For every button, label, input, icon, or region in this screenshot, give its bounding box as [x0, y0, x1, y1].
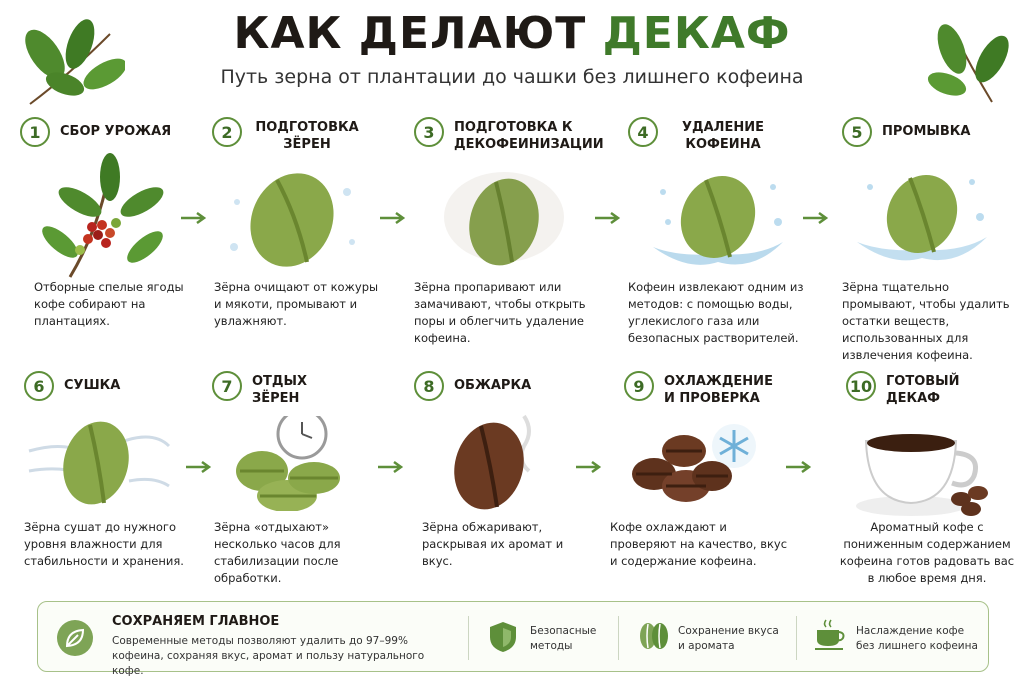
step-title: СБОР УРОЖАЯ [60, 124, 172, 139]
coffee-leaves-left-icon [10, 14, 125, 109]
divider [468, 616, 469, 660]
step-description: Зёрна очищают от кожуры и мякоти, промывают и увлажняют. [214, 280, 379, 328]
step-description: Зёрна сушат до нужного уровня влажности для стабильности и хранения. [24, 520, 184, 568]
step-number: 4 [628, 117, 658, 147]
step-number: 8 [414, 371, 444, 401]
step-number: 2 [212, 117, 242, 147]
arrow-right-icon [595, 212, 623, 224]
step-description: Кофеин извлекают одним из методов: с помощью воды, углекислого газа или безопасных растворителей. [628, 280, 804, 345]
arrow-right-icon [378, 461, 406, 473]
cooled-beans-icon [624, 416, 764, 511]
arrow-right-icon [786, 461, 814, 473]
coffee-cup-small-icon [814, 618, 846, 652]
summary-panel [37, 601, 989, 677]
step-3 [414, 117, 604, 347]
step-number: 1 [20, 117, 50, 147]
step-9 [610, 371, 814, 581]
step-title: ПРОМЫВКА [882, 124, 971, 139]
step-number: 7 [212, 371, 242, 401]
step-10 [839, 371, 1022, 586]
steamed-bean-icon [434, 162, 574, 277]
page-subtitle: Путь зерна от плантации до чашки без лишнего кофеина [220, 66, 804, 88]
roasted-bean-icon [429, 411, 559, 511]
arrow-right-icon [181, 212, 209, 224]
rinsed-bean-icon [852, 162, 992, 277]
shield-icon [488, 620, 518, 654]
step-number: 10 [846, 371, 876, 401]
arrow-right-icon [380, 212, 408, 224]
coffee-beans-icon [638, 620, 668, 652]
green-bean-icon [222, 162, 362, 277]
step-description: Зёрна обжаривают, раскрывая их аромат и вкус. [422, 520, 564, 568]
step-number: 6 [24, 371, 54, 401]
step-title: УДАЛЕНИЕ КОФЕИНА [682, 120, 764, 152]
step-8 [414, 371, 604, 581]
summary-text: Современные методы позволяют удалить до 97–99% кофеина, сохраняя вкус, аромат и пользу натурального кофе. [112, 635, 425, 677]
step-7 [212, 371, 402, 585]
title-accent: ДЕКАФ [602, 8, 791, 59]
step-description: Ароматный кофе с пониженным содержанием кофеина готов радовать вас в любое время дня. [839, 520, 1015, 585]
step-title: ПОДГОТОВКА К ДЕКОФЕИНИЗАЦИИ [454, 120, 604, 152]
feature-safe-methods: Безопасные методы [530, 625, 597, 652]
step-number: 3 [414, 117, 444, 147]
step-description: Зёрна «отдыхают» несколько часов для стабилизации после обработки. [214, 520, 341, 585]
step-title: ГОТОВЫЙ ДЕКАФ [886, 374, 960, 406]
water-splash-bean-icon [648, 162, 788, 277]
coffee-branch-icon [30, 147, 180, 282]
arrow-right-icon [576, 461, 604, 473]
resting-beans-icon [232, 416, 362, 511]
summary-title: СОХРАНЯЕМ ГЛАВНОЕ [112, 614, 280, 629]
step-title: ОБЖАРКА [454, 378, 532, 393]
step-title: ОХЛАЖДЕНИЕ И ПРОВЕРКА [664, 374, 773, 406]
step-description: Зёрна тщательно промывают, чтобы удалить остатки веществ, использованных для извлечения кофеина. [842, 280, 1010, 362]
step-5 [842, 117, 1022, 362]
coffee-cup-icon [856, 421, 996, 521]
step-4 [628, 117, 818, 347]
divider [618, 616, 619, 660]
step-description: Кофе охлаждают и проверяют на качество, вкус и содержание кофеина. [610, 520, 788, 568]
arrow-right-icon [186, 461, 214, 473]
coffee-leaves-right-icon [922, 14, 1017, 104]
arrow-right-icon [803, 212, 831, 224]
feature-enjoy: Наслаждение кофе без лишнего кофеина [856, 625, 978, 652]
step-title: ОТДЫХ ЗЁРЕН [252, 374, 307, 406]
page-title [0, 8, 1024, 59]
step-6 [24, 371, 214, 581]
step-number: 5 [842, 117, 872, 147]
step-2 [212, 117, 402, 337]
step-number: 9 [624, 371, 654, 401]
step-description: Зёрна пропаривают или замачивают, чтобы открыть поры и облегчить удаление кофеина. [414, 280, 586, 345]
step-1 [20, 117, 210, 337]
feature-taste: Сохранение вкуса и аромата [678, 625, 779, 652]
divider [796, 616, 797, 660]
step-title: ПОДГОТОВКА ЗЁРЕН [255, 120, 359, 152]
step-title: СУШКА [64, 378, 121, 393]
step-description: Отборные спелые ягоды кофе собирают на плантациях. [34, 280, 184, 328]
title-main: КАК ДЕЛАЮТ [233, 8, 603, 59]
drying-bean-icon [24, 411, 174, 511]
leaf-badge-icon [56, 619, 94, 657]
